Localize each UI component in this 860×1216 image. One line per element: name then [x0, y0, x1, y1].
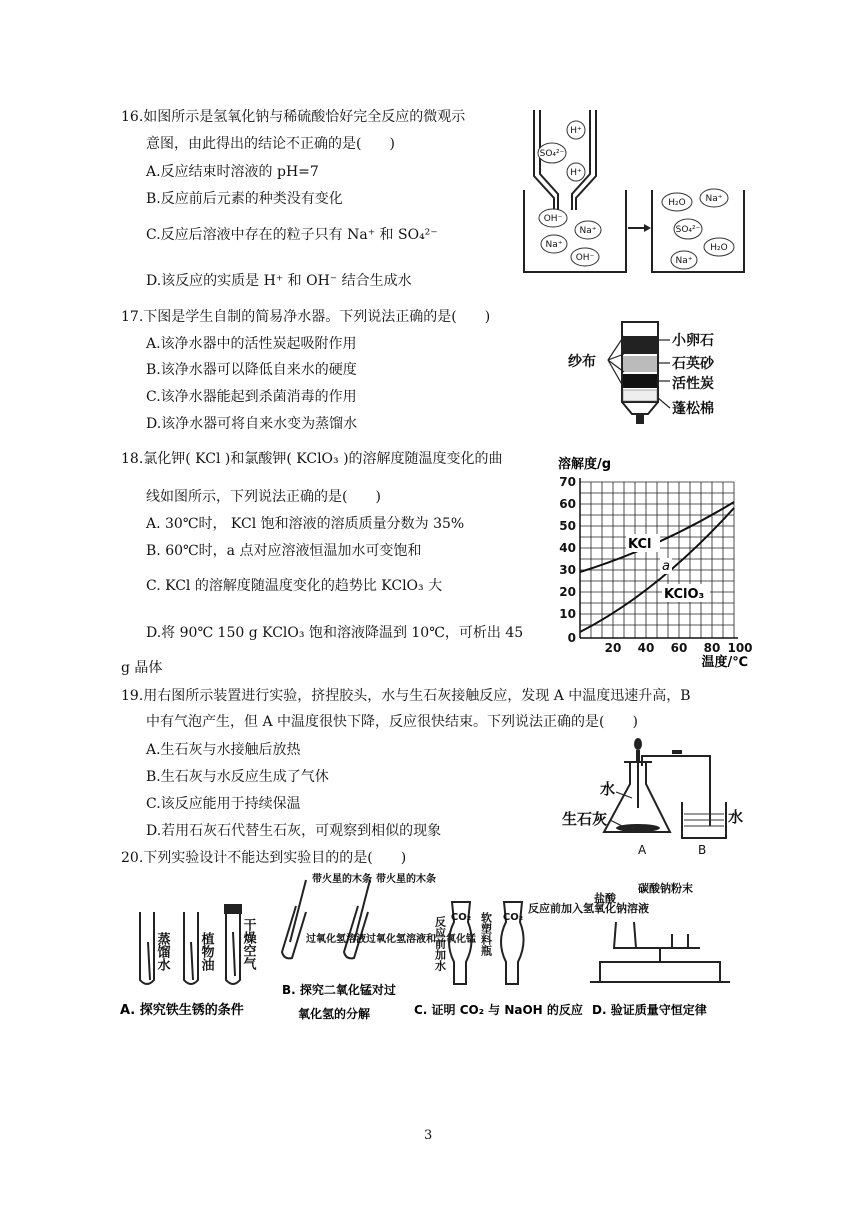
q18-stem-line1: 18.氯化钾( KCl )和氯酸钾( KClO₃ )的溶解度随温度变化的曲 — [121, 451, 503, 467]
x-tick: 40 — [637, 641, 655, 655]
y-tick: 50 — [559, 519, 576, 533]
q19-option-b: B.生石灰与水反应生成了气休 — [146, 769, 329, 785]
d-powder: 碳酸钠粉末 — [638, 882, 693, 895]
beaker-b-label: B — [698, 843, 707, 857]
quicklime-label: 生石灰 — [562, 810, 608, 828]
layer-label: 蓬松棉 — [672, 401, 714, 417]
chart-xlabel: 温度/℃ — [701, 655, 748, 670]
ion-label: OH⁻ — [575, 253, 595, 263]
tube-label: 植物油 — [198, 932, 214, 971]
layer-label: 石英砂 — [672, 356, 714, 372]
q18-option-b: B. 60℃时，a 点对应溶液恒温加水可变饱和 — [146, 543, 422, 559]
ion-label: Na⁺ — [579, 226, 597, 236]
ion-label: SO₄²⁻ — [539, 149, 565, 159]
q16-stem-line1: 16.如图所示是氢氧化钠与稀硫酸恰好完全反应的微观示 — [121, 109, 466, 125]
q17-stem: 17.下图是学生自制的简易净水器。下列说法正确的是( ) — [121, 309, 491, 325]
d-acid: 盐酸 — [594, 892, 616, 905]
ion-label: SO₄²⁻ — [675, 225, 701, 235]
caption-d: D. 验证质量守恒定律 — [592, 1003, 707, 1017]
c-right: 反应前加入氢氧化钠溶液 — [528, 902, 649, 915]
c-gas2: CO₂ — [502, 912, 524, 923]
q19-option-d: D.若用石灰石代替生石灰，可观察到相似的现象 — [146, 823, 442, 839]
q18-stem-line2: 线如图所示，下列说法正确的是( ) — [146, 489, 381, 505]
page-number: 3 — [424, 1128, 433, 1143]
q19-stem-line2: 中有气泡产生，但 A 中温度很快下降，反应很快结束。下列说法正确的是( ) — [146, 714, 638, 730]
b-liq1: 过氧化氢溶液 — [306, 934, 366, 945]
point-a-label: a — [662, 559, 670, 574]
flask-a-label: A — [638, 843, 647, 857]
kclo3-label: KClO₃ — [664, 587, 705, 602]
x-tick: 80 — [703, 641, 721, 655]
q18-option-d-cont: g 晶体 — [121, 660, 163, 676]
b-top1: 带火星的木条 — [312, 874, 372, 885]
q17-option-d: D.该净水器可将自来水变为蒸馏水 — [146, 416, 358, 432]
q16-reaction-figure — [520, 106, 750, 278]
ion-label: OH⁻ — [543, 214, 563, 224]
q16-option-b: B.反应前后元素的种类没有变化 — [146, 191, 343, 207]
q17-option-a: A.该净水器中的活性炭起吸附作用 — [146, 336, 357, 352]
layer-label: 活性炭 — [672, 376, 714, 392]
q16-option-a: A.反应结束时溶液的 pH=7 — [146, 164, 319, 180]
ion-label: Na⁺ — [545, 240, 563, 250]
q19-option-c: C.该反应能用于持续保温 — [146, 796, 301, 812]
q18-option-a: A. 30℃时， KCl 饱和溶液的溶质质量分数为 35% — [146, 516, 465, 532]
q17-option-c: C.该净水器能起到杀菌消毒的作用 — [146, 389, 357, 405]
layer-label: 小卵石 — [672, 333, 714, 349]
q18-option-d: D.将 90℃ 150 g KClO₃ 饱和溶液降温到 10℃，可析出 45 — [146, 625, 524, 641]
c-mid: 软塑料瓶 — [479, 912, 493, 956]
tube-label: 蒸馏水 — [154, 932, 170, 971]
caption-a: A. 探究铁生锈的条件 — [120, 1003, 244, 1018]
ion-label: H⁺ — [570, 126, 582, 136]
b-top2: 带火星的木条 — [376, 874, 436, 885]
q18-solubility-chart — [548, 452, 758, 670]
q20-experiments-figure — [120, 872, 740, 1024]
q19-option-a: A.生石灰与水接触后放热 — [146, 742, 301, 758]
y-tick: 40 — [559, 541, 576, 555]
ion-label: H₂O — [710, 243, 728, 253]
caption-b2: 氧化氢的分解 — [298, 1007, 371, 1021]
q16-option-c: C.反应后溶液中存在的粒子只有 Na⁺ 和 SO₄²⁻ — [146, 227, 438, 243]
c-left: 反应前加水 — [433, 916, 447, 971]
caption-b1: B. 探究二氧化锰对过 — [282, 983, 396, 997]
q19-apparatus-figure — [560, 736, 750, 860]
q17-filter-figure — [566, 318, 736, 428]
y-tick: 30 — [559, 563, 576, 577]
q16-stem-line2: 意图，由此得出的结论不正确的是( ) — [146, 136, 395, 152]
q17-option-b: B.该净水器可以降低自来水的硬度 — [146, 362, 357, 378]
y-tick: 0 — [567, 631, 576, 645]
q20-stem: 20.下列实验设计不能达到实验目的的是( ) — [121, 850, 407, 866]
water2-label: 水 — [728, 808, 744, 826]
c-gas1: CO₂ — [450, 912, 472, 923]
q16-option-d: D.该反应的实质是 H⁺ 和 OH⁻ 结合生成水 — [146, 273, 412, 289]
q19-stem-line1: 19.用右图所示装置进行实验，挤捏胶头，水与生石灰接触反应，发现 A 中温度迅速升高，B — [121, 688, 691, 704]
chart-ylabel: 溶解度/g — [558, 457, 612, 472]
y-tick: 70 — [559, 475, 576, 489]
y-tick: 10 — [559, 607, 576, 621]
tube-label: 干燥空气 — [240, 918, 256, 970]
x-tick: 100 — [727, 641, 753, 655]
water-label: 水 — [600, 780, 616, 798]
q18-option-c: C. KCl 的溶解度随温度变化的趋势比 KClO₃ 大 — [146, 578, 443, 594]
ion-label: H⁺ — [570, 168, 582, 178]
gauze-label: 纱布 — [568, 354, 596, 370]
b-liq2: 过氧化氢溶液和二氧化锰 — [366, 934, 476, 945]
x-tick: 60 — [670, 641, 688, 655]
x-tick: 20 — [604, 641, 622, 655]
kcl-label: KCl — [628, 537, 652, 552]
y-tick: 20 — [559, 585, 576, 599]
ion-label: H₂O — [668, 198, 686, 208]
caption-c: C. 证明 CO₂ 与 NaOH 的反应 — [414, 1003, 583, 1017]
ion-label: Na⁺ — [675, 256, 693, 266]
y-tick: 60 — [559, 497, 576, 511]
ion-label: Na⁺ — [705, 194, 723, 204]
